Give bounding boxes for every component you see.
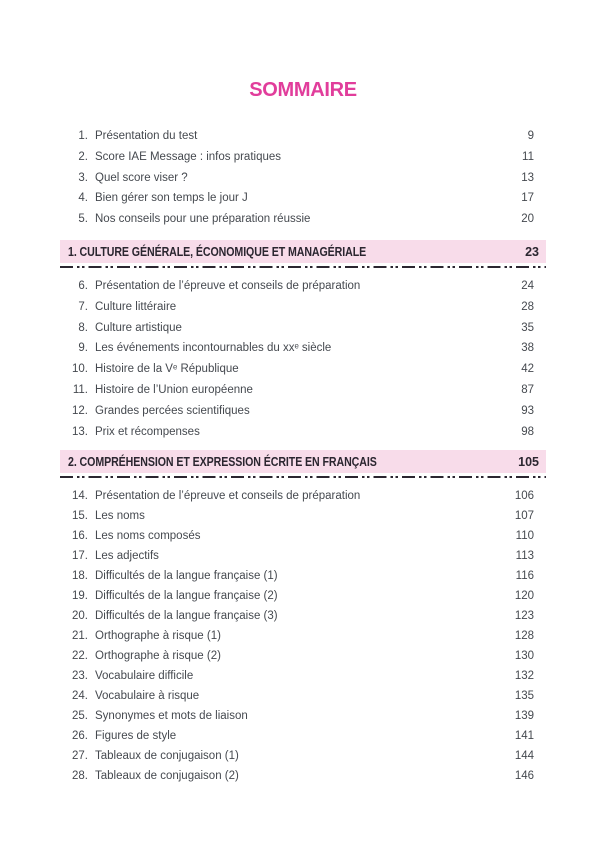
toc-entry-title: Les événements incontournables du xxᵉ siècle <box>95 342 332 355</box>
toc-entry-title: Histoire de la Vᵉ République <box>95 363 239 376</box>
toc-entry-title: Présentation de l’épreuve et conseils de préparation <box>95 280 361 292</box>
page-title: SOMMAIRE <box>249 79 357 101</box>
toc-entry-page: 35 <box>521 321 534 334</box>
toc-entry <box>60 766 546 786</box>
toc-entry-number: 6. <box>78 280 88 292</box>
toc-entry-title: Grandes percées scientifiques <box>95 404 250 417</box>
toc-entry-page: 98 <box>521 425 534 438</box>
toc-entry-page: 135 <box>514 690 534 702</box>
toc-entry-page: 28 <box>521 300 534 313</box>
toc-entry-number: 13. <box>72 425 88 438</box>
toc-entry-title: Prix et récompenses <box>95 425 200 438</box>
toc-entry-number: 21. <box>72 630 88 642</box>
toc-entry-number: 18. <box>72 570 88 582</box>
toc-entry <box>60 506 546 526</box>
toc-entry-number: 2. <box>78 150 88 163</box>
toc-entry <box>60 566 546 586</box>
toc-entry-title: Présentation de l’épreuve et conseils de préparation <box>95 490 361 502</box>
toc-entry <box>60 359 546 380</box>
toc-entry-title: Bien gérer son temps le jour J <box>95 192 248 205</box>
section-page-number: 23 <box>525 244 539 259</box>
toc-entry-number: 10. <box>72 363 88 376</box>
dashed-divider <box>60 266 546 268</box>
toc-entry-number: 9. <box>78 342 88 355</box>
toc-entry <box>60 666 546 686</box>
toc-entry-page: 107 <box>514 510 534 522</box>
toc-entry-number: 20. <box>72 610 88 622</box>
toc-entry-page: 132 <box>514 670 534 682</box>
toc-entry-title: Les adjectifs <box>95 550 159 562</box>
toc-entry-number: 17. <box>72 550 88 562</box>
toc-entry-number: 16. <box>72 530 88 542</box>
toc-entry-number: 4. <box>78 192 88 205</box>
toc-entry <box>60 686 546 706</box>
toc-entry-title: Difficultés de la langue française (2) <box>95 590 278 602</box>
toc-entry-number: 27. <box>72 750 88 762</box>
toc-entry-page: 130 <box>514 650 534 662</box>
section-page-number: 105 <box>518 454 539 469</box>
toc-entry-title: Difficultés de la langue française (1) <box>95 570 278 582</box>
toc-entry-page: 128 <box>514 630 534 642</box>
toc-entry-number: 28. <box>72 770 88 782</box>
toc-entry <box>60 706 546 726</box>
toc-entry-number: 24. <box>72 690 88 702</box>
toc-entry-title: Orthographe à risque (2) <box>95 650 221 662</box>
section-heading-band <box>60 240 546 263</box>
toc-entry <box>60 276 546 297</box>
toc-entry-page: 24 <box>521 280 534 292</box>
toc-entry-title: Vocabulaire à risque <box>95 690 200 702</box>
toc-entry <box>60 188 546 209</box>
toc-section <box>60 450 546 786</box>
toc-entry <box>60 318 546 339</box>
toc-entry-page: 144 <box>514 750 534 762</box>
toc-entry-number: 7. <box>78 300 88 313</box>
intro-toc-list <box>60 126 546 230</box>
section-toc-list <box>60 486 546 786</box>
toc-entry-number: 5. <box>78 213 88 226</box>
toc-entry-page: 11 <box>522 150 534 163</box>
toc-entry-title: Difficultés de la langue française (3) <box>95 610 278 622</box>
toc-entry-title: Quel score viser ? <box>95 171 188 184</box>
toc-entry-number: 8. <box>78 321 88 334</box>
toc-entry-title: Culture artistique <box>95 321 182 334</box>
toc-entry <box>60 746 546 766</box>
toc-entry <box>60 526 546 546</box>
toc-entry-number: 22. <box>72 650 88 662</box>
toc-entry-page: 110 <box>515 530 534 542</box>
toc-entry-number: 14. <box>72 490 88 502</box>
toc-entry-page: 106 <box>514 490 534 502</box>
toc-entry <box>60 726 546 746</box>
toc-entry <box>60 646 546 666</box>
toc-entry-page: 141 <box>514 730 534 742</box>
toc-entry <box>60 626 546 646</box>
toc-entry-number: 3. <box>78 171 88 184</box>
toc-entry-number: 12. <box>72 404 88 417</box>
section-heading-band <box>60 450 546 473</box>
toc-entry-page: 116 <box>515 570 534 582</box>
toc-entry-page: 20 <box>521 213 534 226</box>
toc-entry-title: Orthographe à risque (1) <box>95 630 221 642</box>
section-toc-list <box>60 276 546 442</box>
toc-entry <box>60 297 546 318</box>
dashed-divider <box>60 476 546 478</box>
toc-entry-title: Tableaux de conjugaison (1) <box>95 750 239 762</box>
toc-entry-page: 93 <box>521 404 534 417</box>
toc-entry-number: 15. <box>72 510 88 522</box>
toc-entry-number: 11. <box>72 383 88 396</box>
section-heading-label: 2. COMPRÉHENSION ET EXPRESSION ÉCRITE EN FRANÇAIS <box>68 454 377 469</box>
toc-entry-page: 120 <box>514 590 534 602</box>
toc-entry-page: 13 <box>521 171 534 184</box>
toc-entry-number: 23. <box>72 670 88 682</box>
toc-entry-page: 42 <box>521 363 534 376</box>
toc-entry-title: Les noms <box>95 510 145 522</box>
toc-entry-number: 1. <box>78 130 88 142</box>
toc-entry <box>60 586 546 606</box>
toc-entry <box>60 422 546 443</box>
toc-entry-title: Histoire de l’Union européenne <box>95 383 253 396</box>
toc-entry <box>60 147 546 168</box>
toc-entry-title: Les noms composés <box>95 530 201 542</box>
toc-entry-title: Score IAE Message : infos pratiques <box>95 150 282 163</box>
toc-entry-title: Vocabulaire difficile <box>95 670 194 682</box>
toc-entry <box>60 168 546 189</box>
toc-entry <box>60 606 546 626</box>
toc-entry <box>60 486 546 506</box>
toc-entry-page: 139 <box>514 710 534 722</box>
toc-entry-title: Présentation du test <box>95 130 198 142</box>
toc-entry <box>60 126 546 147</box>
toc-entry-title: Culture littéraire <box>95 300 177 313</box>
toc-entry-title: Synonymes et mots de liaison <box>95 710 248 722</box>
toc-entry <box>60 546 546 566</box>
section-heading-label: 1. CULTURE GÉNÉRALE, ÉCONOMIQUE ET MANAGÉRIALE <box>68 244 367 259</box>
toc-entry-number: 26. <box>72 730 88 742</box>
toc-entry-page: 9 <box>527 130 534 142</box>
toc-entry-page: 17 <box>521 192 534 205</box>
toc-entry-page: 113 <box>515 550 534 562</box>
toc-entry <box>60 338 546 359</box>
toc-entry-page: 146 <box>514 770 534 782</box>
toc-entry <box>60 209 546 230</box>
toc-entry-page: 87 <box>521 383 534 396</box>
toc-entry-title: Tableaux de conjugaison (2) <box>95 770 239 782</box>
toc-entry <box>60 401 546 422</box>
toc-entry-page: 123 <box>514 610 534 622</box>
toc-entry-page: 38 <box>521 342 534 355</box>
toc-entry <box>60 380 546 401</box>
toc-entry-title: Figures de style <box>95 730 177 742</box>
toc-section <box>60 240 546 442</box>
toc-entry-number: 25. <box>72 710 88 722</box>
toc-entry-number: 19. <box>72 590 88 602</box>
toc-entry-title: Nos conseils pour une préparation réussie <box>95 213 311 226</box>
